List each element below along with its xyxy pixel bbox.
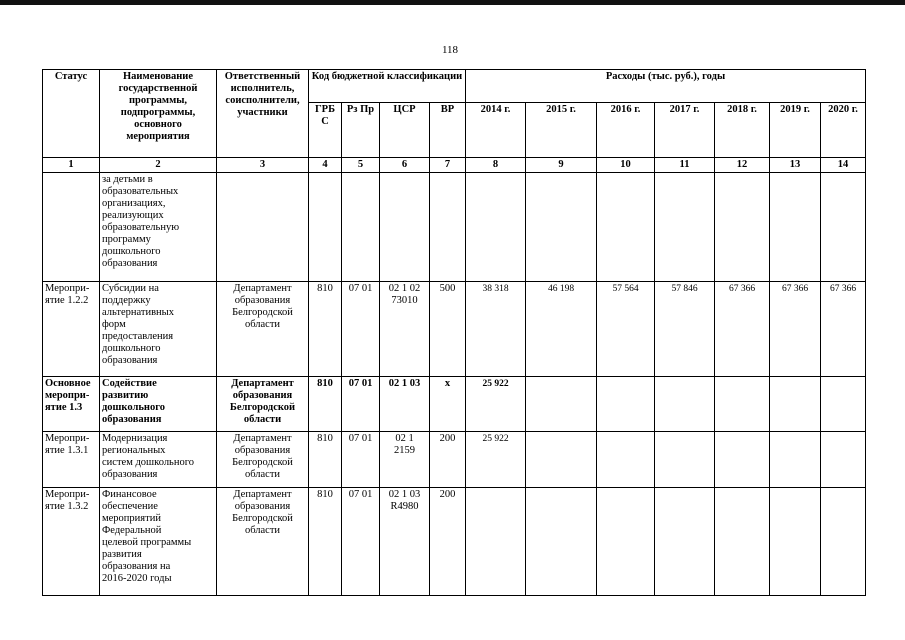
row-vr: х bbox=[430, 377, 466, 432]
row-vr: 200 bbox=[430, 432, 466, 488]
column-number: 13 bbox=[770, 158, 821, 173]
header-year-2014: 2014 г. bbox=[466, 103, 526, 158]
row-value-2016 bbox=[597, 432, 655, 488]
row-value-2019 bbox=[770, 432, 821, 488]
row-executor bbox=[217, 173, 309, 282]
row-name: Модернизация региональных систем дошкольного образования bbox=[100, 432, 217, 488]
row-executor: Департамент образования Белгородской области bbox=[217, 488, 309, 596]
row-value-2014: 38 318 bbox=[466, 282, 526, 377]
row-value-2017 bbox=[655, 488, 715, 596]
row-value-2020 bbox=[821, 488, 866, 596]
header-grbs: ГРБ С bbox=[309, 103, 342, 158]
header-year-2018: 2018 г. bbox=[715, 103, 770, 158]
row-value-2015 bbox=[526, 377, 597, 432]
header-csr: ЦСР bbox=[380, 103, 430, 158]
header-status: Статус bbox=[43, 70, 100, 158]
row-value-2016: 57 564 bbox=[597, 282, 655, 377]
row-value-2015 bbox=[526, 432, 597, 488]
row-value-2019 bbox=[770, 173, 821, 282]
row-status: Меропри- ятие 1.3.2 bbox=[43, 488, 100, 596]
row-vr: 500 bbox=[430, 282, 466, 377]
row-value-2014 bbox=[466, 488, 526, 596]
row-rzpr: 07 01 bbox=[342, 282, 380, 377]
row-grbs: 810 bbox=[309, 377, 342, 432]
row-grbs bbox=[309, 173, 342, 282]
row-executor: Департамент образования Белгородской области bbox=[217, 282, 309, 377]
row-value-2018: 67 366 bbox=[715, 282, 770, 377]
column-number: 2 bbox=[100, 158, 217, 173]
row-value-2014: 25 922 bbox=[466, 432, 526, 488]
budget-table bbox=[42, 69, 866, 596]
row-value-2020 bbox=[821, 377, 866, 432]
row-value-2019: 67 366 bbox=[770, 282, 821, 377]
column-number: 9 bbox=[526, 158, 597, 173]
header-executor: Ответственный исполнитель, соисполнители, участники bbox=[217, 70, 309, 158]
row-vr bbox=[430, 173, 466, 282]
row-status: Меропри- ятие 1.3.1 bbox=[43, 432, 100, 488]
row-name: Субсидии на поддержку альтернативных форм предоставления дошкольного образования bbox=[100, 282, 217, 377]
row-name: Содействие развитию дошкольного образования bbox=[100, 377, 217, 432]
table-row bbox=[43, 377, 866, 432]
header-rzpr: Рз Пр bbox=[342, 103, 380, 158]
row-value-2016 bbox=[597, 377, 655, 432]
table-row bbox=[43, 432, 866, 488]
header-year-2019: 2019 г. bbox=[770, 103, 821, 158]
header-year-2015: 2015 г. bbox=[526, 103, 597, 158]
column-number: 7 bbox=[430, 158, 466, 173]
row-value-2014: 25 922 bbox=[466, 377, 526, 432]
row-name: за детьми в образовательных организациях, реализующих образовательную программу дошкольного образования bbox=[100, 173, 217, 282]
row-value-2017: 57 846 bbox=[655, 282, 715, 377]
row-rzpr: 07 01 bbox=[342, 432, 380, 488]
row-csr: 02 1 03 R4980 bbox=[380, 488, 430, 596]
column-number: 5 bbox=[342, 158, 380, 173]
row-value-2018 bbox=[715, 488, 770, 596]
row-value-2020 bbox=[821, 432, 866, 488]
row-csr: 02 1 03 bbox=[380, 377, 430, 432]
row-value-2018 bbox=[715, 377, 770, 432]
page-number: 118 bbox=[441, 44, 459, 56]
row-value-2017 bbox=[655, 432, 715, 488]
row-executor: Департамент образования Белгородской области bbox=[217, 432, 309, 488]
column-number: 1 bbox=[43, 158, 100, 173]
column-number: 14 bbox=[821, 158, 866, 173]
table-row bbox=[43, 488, 866, 596]
column-number: 10 bbox=[597, 158, 655, 173]
header-name: Наименование государственной программы, подпрограммы, основного мероприятия bbox=[100, 70, 217, 158]
row-value-2016 bbox=[597, 173, 655, 282]
table-row bbox=[43, 173, 866, 282]
row-value-2015: 46 198 bbox=[526, 282, 597, 377]
row-value-2015 bbox=[526, 488, 597, 596]
row-value-2017 bbox=[655, 173, 715, 282]
row-status: Меропри- ятие 1.2.2 bbox=[43, 282, 100, 377]
row-value-2016 bbox=[597, 488, 655, 596]
column-number: 12 bbox=[715, 158, 770, 173]
row-rzpr: 07 01 bbox=[342, 377, 380, 432]
row-value-2018 bbox=[715, 173, 770, 282]
column-number: 6 bbox=[380, 158, 430, 173]
row-name: Финансовое обеспечение мероприятий Федеральной целевой программы развития образования на 2016-2020 годы bbox=[100, 488, 217, 596]
header-budget-code: Код бюджетной классификации bbox=[309, 70, 466, 103]
column-number: 3 bbox=[217, 158, 309, 173]
row-csr: 02 1 2159 bbox=[380, 432, 430, 488]
column-number: 11 bbox=[655, 158, 715, 173]
header-year-2017: 2017 г. bbox=[655, 103, 715, 158]
row-value-2020 bbox=[821, 173, 866, 282]
row-value-2015 bbox=[526, 173, 597, 282]
row-grbs: 810 bbox=[309, 488, 342, 596]
row-value-2014 bbox=[466, 173, 526, 282]
row-status: Основное меропри- ятие 1.3 bbox=[43, 377, 100, 432]
table-row bbox=[43, 282, 866, 377]
row-csr: 02 1 02 73010 bbox=[380, 282, 430, 377]
column-number-row bbox=[43, 158, 866, 173]
row-value-2020: 67 366 bbox=[821, 282, 866, 377]
row-status bbox=[43, 173, 100, 282]
row-grbs: 810 bbox=[309, 432, 342, 488]
header-expenses: Расходы (тыс. руб.), годы bbox=[466, 70, 866, 103]
row-executor: Департамент образования Белгородской области bbox=[217, 377, 309, 432]
row-rzpr bbox=[342, 173, 380, 282]
row-csr bbox=[380, 173, 430, 282]
column-number: 4 bbox=[309, 158, 342, 173]
row-value-2017 bbox=[655, 377, 715, 432]
row-value-2018 bbox=[715, 432, 770, 488]
scan-top-edge bbox=[0, 0, 905, 5]
header-vr: ВР bbox=[430, 103, 466, 158]
row-value-2019 bbox=[770, 488, 821, 596]
row-vr: 200 bbox=[430, 488, 466, 596]
row-value-2019 bbox=[770, 377, 821, 432]
header-year-2016: 2016 г. bbox=[597, 103, 655, 158]
row-rzpr: 07 01 bbox=[342, 488, 380, 596]
header-year-2020: 2020 г. bbox=[821, 103, 866, 158]
row-grbs: 810 bbox=[309, 282, 342, 377]
column-number: 8 bbox=[466, 158, 526, 173]
